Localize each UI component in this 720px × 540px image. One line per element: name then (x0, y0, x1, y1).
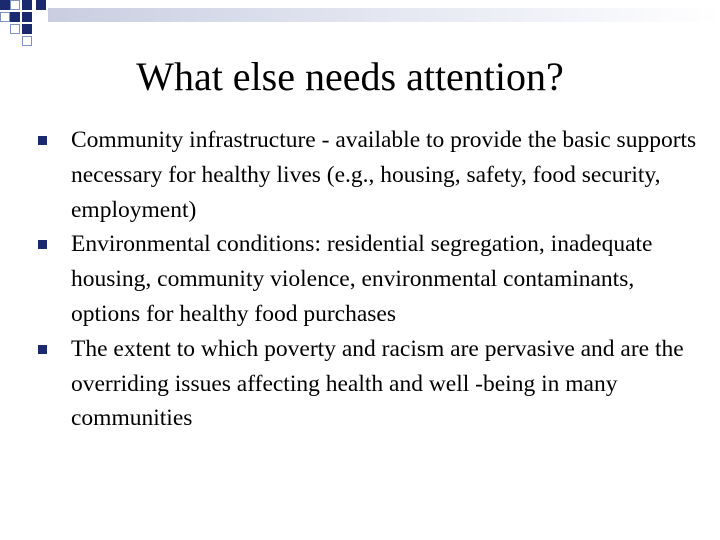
checker-square (10, 12, 20, 22)
checker-square (36, 0, 46, 10)
square-bullet-icon (38, 240, 47, 249)
checker-square (22, 24, 32, 34)
checker-square (0, 12, 10, 22)
bullet-text: Environmental conditions: residential segregation, inadequate housing, community violence, environmental contaminants, options for healthy food purchases (71, 231, 653, 327)
bullet-text: Community infrastructure - available to provide the basic supports necessary for healthy lives (e.g., housing, safety, food security, employment) (71, 127, 697, 223)
square-bullet-icon (38, 136, 47, 145)
checker-square (22, 36, 32, 46)
header-gradient-bar (48, 8, 720, 22)
bullet-item (38, 123, 698, 227)
checker-square (22, 12, 32, 22)
bullet-list (38, 123, 698, 436)
checker-square (0, 0, 10, 10)
checker-square (10, 24, 20, 34)
bullet-item (38, 332, 698, 436)
checker-square (22, 0, 32, 10)
square-bullet-icon (38, 345, 47, 354)
bullet-item (38, 227, 698, 331)
bullet-text: The extent to which poverty and racism are pervasive and are the overriding issues affecting health and well -being in many communities (71, 335, 684, 432)
slide-title: What else needs attention? (136, 54, 564, 99)
checker-square (10, 0, 20, 10)
